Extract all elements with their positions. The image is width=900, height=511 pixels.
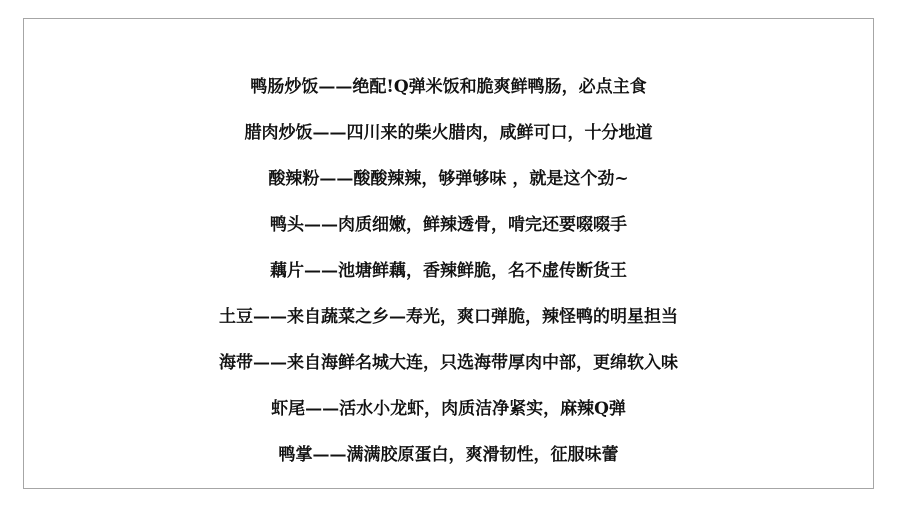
menu-description-list (24, 77, 873, 491)
menu-line-potato: 土豆——来自蔬菜之乡—寿光，爽口弹脆，辣怪鸭的明星担当 (219, 307, 678, 327)
menu-line-duck-intestine-fried-rice: 鸭肠炒饭——绝配!Q弹米饭和脆爽鲜鸭肠，必点主食 (250, 77, 647, 97)
menu-line-duck-head: 鸭头——肉质细嫩，鲜辣透骨，啃完还要啜啜手 (270, 215, 627, 235)
menu-line-cured-pork-fried-rice: 腊肉炒饭——四川来的柴火腊肉，咸鲜可口，十分地道 (244, 123, 653, 143)
menu-line-hot-sour-noodles: 酸辣粉——酸酸辣辣，够弹够味 ，就是这个劲~ (268, 169, 629, 189)
menu-line-crayfish-tail: 虾尾——活水小龙虾，肉质洁净紧实，麻辣Q弹 (271, 399, 626, 419)
menu-line-kelp: 海带——来自海鲜名城大连，只选海带厚肉中部，更绵软入味 (219, 353, 678, 373)
menu-line-duck-feet: 鸭掌——满满胶原蛋白，爽滑韧性，征服味蕾 (278, 445, 619, 465)
content-frame (23, 18, 874, 489)
menu-line-lotus-root: 藕片——池塘鲜藕，香辣鲜脆，名不虚传断货王 (270, 261, 627, 281)
